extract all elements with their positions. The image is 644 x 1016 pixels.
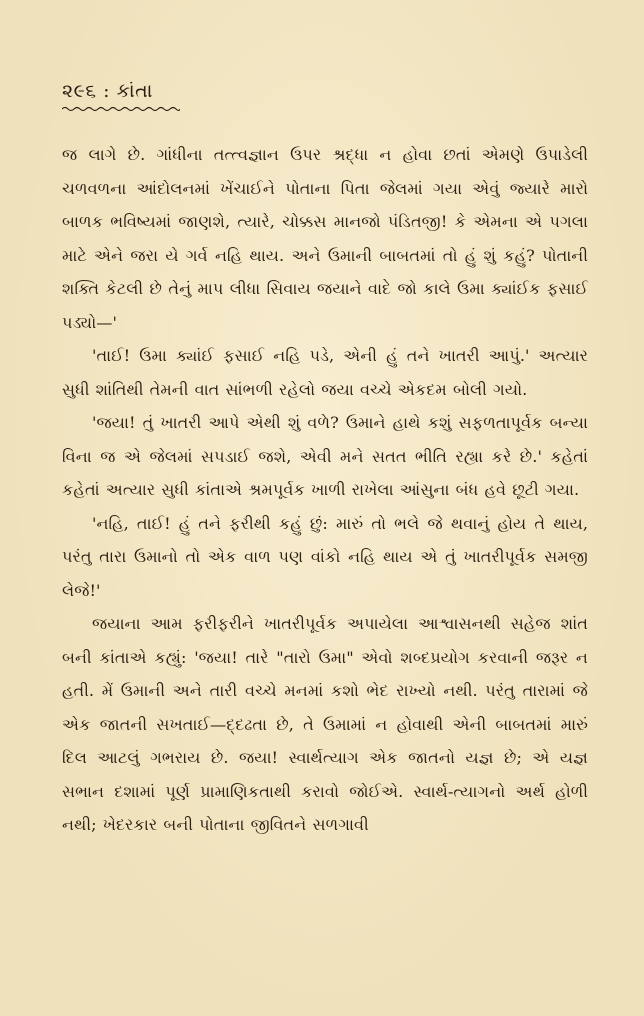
page-body [62, 138, 588, 842]
chapter-title: કાંતા [116, 80, 153, 102]
paragraph-4: 'નહિ, તાઈ! હું તને ફરીથી કહું છું: મારું તો ભલે જે થવાનું હોય તે થાય, પરંતુ તારા ઉમાનો તો એક વાળ પણ વાંકો નહિ થાય એ તું ખાતરીપૂર્વક સમજી લેજે!' [62, 513, 588, 600]
paragraph-1: જ લાગે છે. ગાંધીના તત્ત્વજ્ઞાન ઉપર શ્રદ્ધા ન હોવા છતાં એમણે ઉપાડેલી ચળવળના આંદોલનમાં ખેંચાઈને પોતાના પિતા જેલમાં ગયા એવું જ્યારે મારો બાળક ભવિષ્યમાં જાણશે, ત્યારે, ચોક્કસ માનજો પંડિતજી! કે એમના એ પગલા માટે એને જરા યે ગર્વ નહિ થાય. અને ઉમાની બાબતમાં તો હું શું કહું? પોતાની શક્તિ કેટલી છે તેનું માપ લીધા સિવાય જયાને વાદે જો કાલે ઉમા ક્યાંઈક ફસાઈ પડ્યો—' [62, 145, 588, 332]
paragraph-2: 'તાઈ! ઉમા ક્યાંઈ ફસાઈ નહિ પડે, એની હું તને ખાતરી આપું.' અત્યાર સુધી શાંતિથી તેમની વાત સાંભળી રહેલો જયા વચ્ચે એકદમ બોલી ગયો. [62, 346, 588, 399]
paragraph-3: 'જયા! તું ખાતરી આપે એથી શું વળે? ઉમાને હાથે કશું સફળતાપૂર્વક બન્યા વિના જ એ જેલમાં સપડાઈ જશે, એવી મને સતત ભીતિ રહ્યા કરે છે.' કહેતાં કહેતાં અત્યાર સુધી કાંતાએ શ્રમપૂર્વક ખાળી રાખેલા આંસુના બંધ હવે છૂટી ગયા. [62, 413, 588, 499]
paragraph-5: જયાના આમ ફરીફરીને ખાતરીપૂર્વક અપાયેલા આશ્વાસનથી સહેજ શાંત બની કાંતાએ કહ્યું: 'જયા! તારે "તારો ઉમા" એવો શબ્દપ્રયોગ કરવાની જરૂર ન હતી. મેં ઉમાની અને તારી વચ્ચે મનમાં કશો ભેદ રાખ્યો નથી. પરંતુ તારામાં જે એક જાતની સખતાઈ—દ્દઢતા છે, તે ઉમામાં ન હોવાથી એની બાબતમાં મારું દિલ આટલું ગભરાય છે. જયા! સ્વાર્થત્યાગ એક જાતનો યજ્ઞ છે; એ યજ્ઞ સભાન દશામાં પૂર્ણ પ્રામાણિકતાથી કરાવો જોઈએ. સ્વાર્થ-ત્યાગનો અર્થ હોળી નથી; ખેદરકાર બની પોતાના જીવિતને સળગાવી [62, 614, 588, 834]
running-head-separator: : [103, 80, 110, 102]
page-number: ૨૯૬ [62, 80, 97, 102]
wavy-underline [62, 106, 180, 112]
running-head [62, 78, 588, 104]
